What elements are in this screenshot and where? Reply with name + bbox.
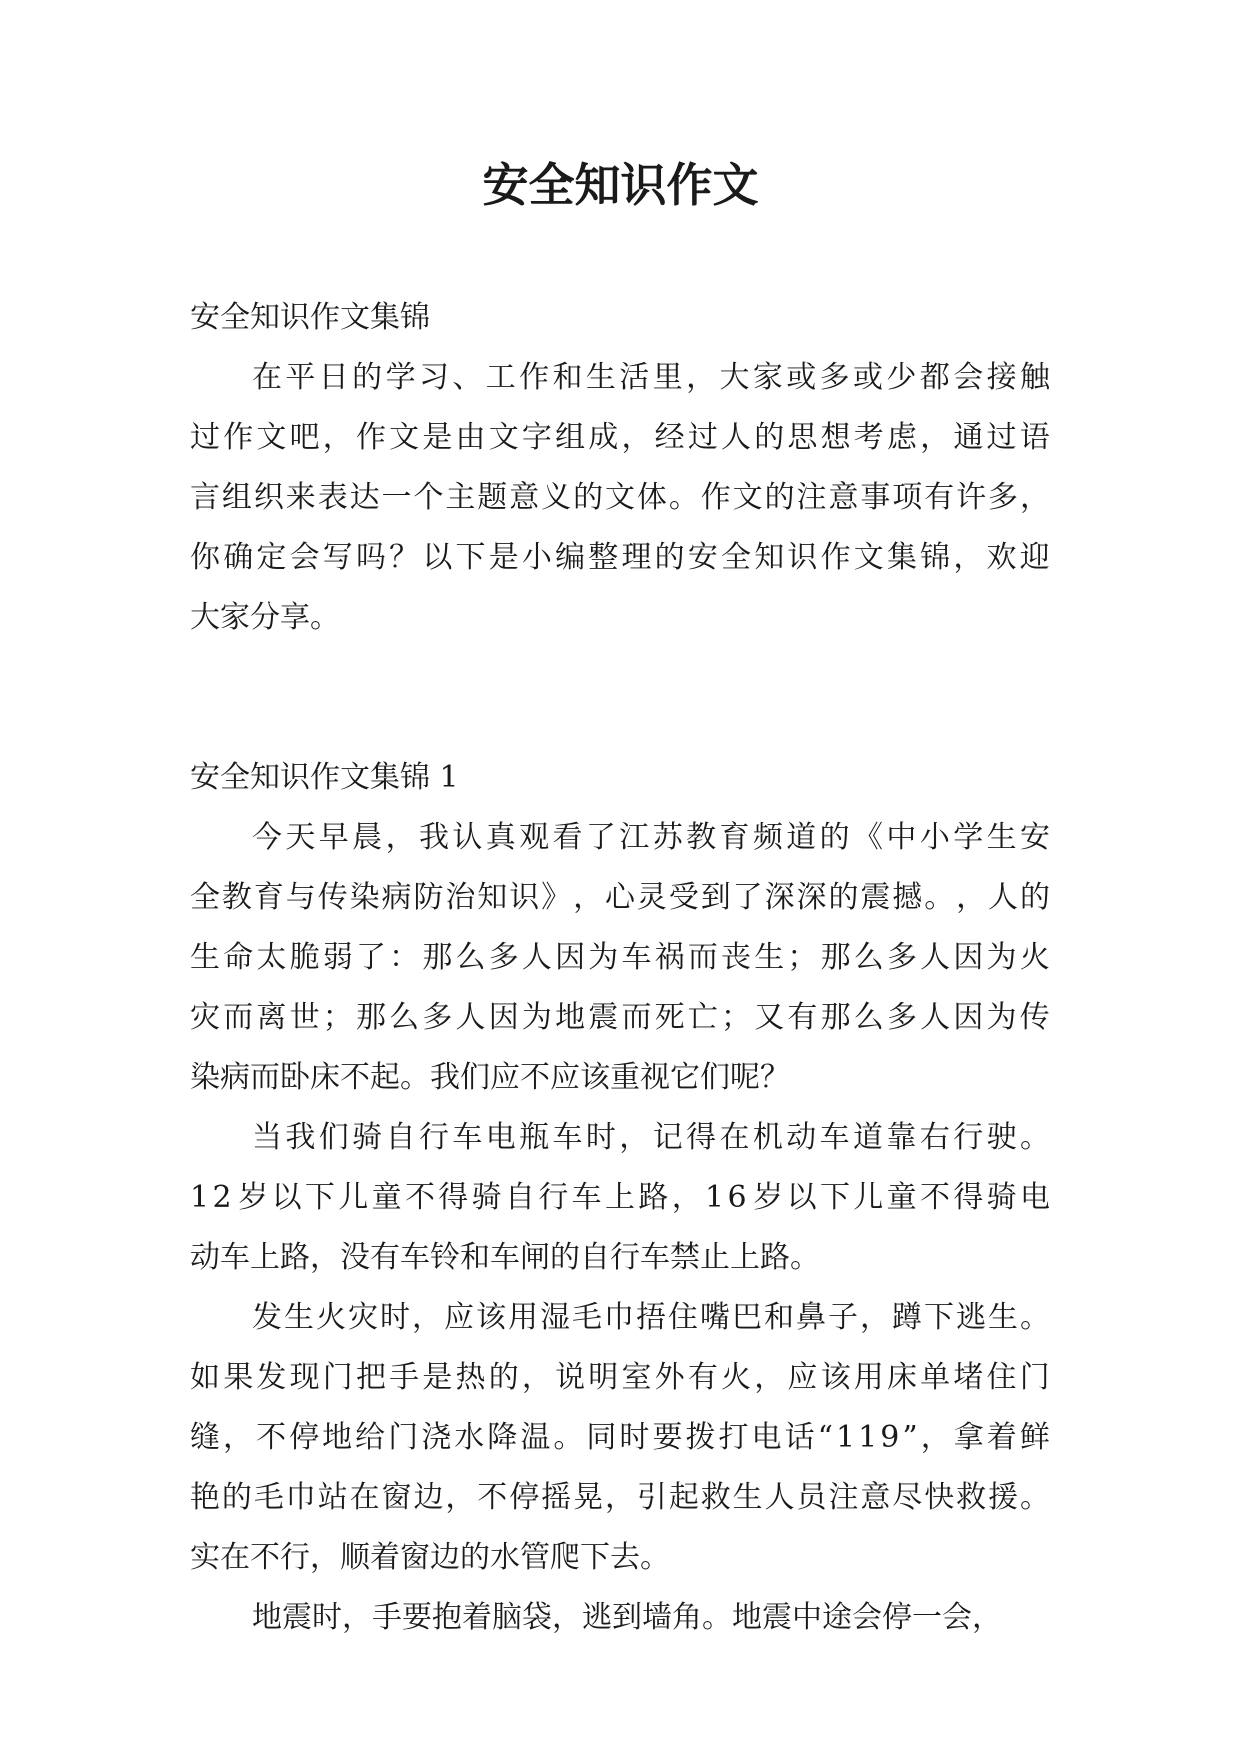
section-spacer — [190, 648, 1050, 748]
paragraph — [190, 1108, 1050, 1288]
text-line: 如 果 发 现 门 把 手 是 热 的 ， 说 明 室 外 有 火 ， 应 该 用 床 单 堵 住 门 — [190, 1360, 1050, 1395]
text-line: 今 天 早 晨 ， 我 认 真 观 看 了 江 苏 教 育 频 道 的 《 中 小 学 生 安 — [252, 820, 1050, 855]
text-line: 缝 ， 不 停 地 给 门 浇 水 降 温 。 同 时 要 拨 打 电 话 “ 1 1 9 ” ， 拿 着 鲜 — [190, 1420, 1050, 1455]
text-line: 言 组 织 来 表 达 一 个 主 题 意 义 的 文 体 。 作 文 的 注 意 事 项 有 许 多 ， — [190, 480, 1050, 515]
section-heading: 安全知识作文集锦 1 — [190, 760, 459, 795]
document-body — [190, 288, 1050, 1648]
text-line: 灾 而 离 世 ； 那 么 多 人 因 为 地 震 而 死 亡 ； 又 有 那 么 多 人 因 为 传 — [190, 1000, 1050, 1035]
intro-paragraph — [190, 348, 1050, 648]
text-line: 发 生 火 灾 时 ， 应 该 用 湿 毛 巾 捂 住 嘴 巴 和 鼻 子 ， 蹲 下 逃 生 。 — [252, 1300, 1050, 1335]
text-line: 动车上路，没有车铃和车闸的自行车禁止上路。 — [190, 1240, 820, 1275]
text-line: 在 平 日 的 学 习 、 工 作 和 生 活 里 ， 大 家 或 多 或 少 都 会 接 触 — [252, 360, 1050, 395]
text-line: 当 我 们 骑 自 行 车 电 瓶 车 时 ， 记 得 在 机 动 车 道 靠 右 行 驶 。 — [252, 1120, 1050, 1155]
paragraph — [190, 1588, 1050, 1648]
paragraph — [190, 808, 1050, 1108]
section-heading: 安全知识作文集锦 — [190, 300, 430, 335]
text-line: 你 确 定 会 写 吗 ？ 以 下 是 小 编 整 理 的 安 全 知 识 作 文 集 锦 ， 欢 迎 — [190, 540, 1050, 575]
text-line: 过 作 文 吧 ， 作 文 是 由 文 字 组 成 ， 经 过 人 的 思 想 考 虑 ， 通 过 语 — [190, 420, 1050, 455]
text-line: 大家分享。 — [190, 600, 340, 635]
text-line: 实在不行，顺着窗边的水管爬下去。 — [190, 1540, 670, 1575]
text-line: 艳 的 毛 巾 站 在 窗 边 ， 不 停 摇 晃 ， 引 起 救 生 人 员 注 意 尽 快 救 援 。 — [190, 1480, 1050, 1515]
text-line: 生 命 太 脆 弱 了 ： 那 么 多 人 因 为 车 祸 而 丧 生 ； 那 么 多 人 因 为 火 — [190, 940, 1050, 975]
text-line: 全 教 育 与 传 染 病 防 治 知 识 》 ， 心 灵 受 到 了 深 深 的 震 撼 。 ， 人 的 — [190, 880, 1050, 915]
paragraph — [190, 1288, 1050, 1588]
text-line: 1 2 岁 以 下 儿 童 不 得 骑 自 行 车 上 路 ， 1 6 岁 以 下 儿 童 不 得 骑 电 — [190, 1180, 1050, 1215]
text-line: 地震时，手要抱着脑袋，逃到墙角。地震中途会停一会， — [252, 1600, 1002, 1635]
text-line: 染病而卧床不起。我们应不应该重视它们呢？ — [190, 1060, 790, 1095]
document-title: 安全知识作文 — [482, 158, 759, 212]
